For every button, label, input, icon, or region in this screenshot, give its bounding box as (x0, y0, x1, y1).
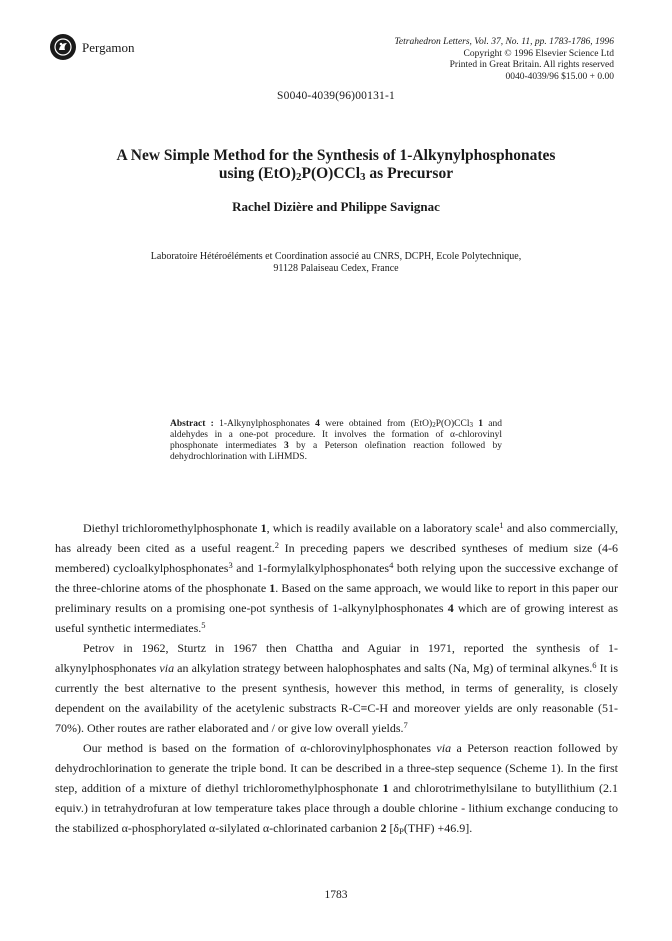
abstract-label: Abstract : (170, 419, 214, 429)
paragraph-2: Petrov in 1962, Sturtz in 1967 then Chattha and Aguiar in 1971, reported the synthesis of 1-alkynylphosphonates via an alkylation strategy between halophosphates and salts (Na, Mg) of terminal alkynes.$^6$ It is currently the best alternative to the present synthesis, however this method, in terms of generality, is closely dependent on the availability of the acetylenic substracts R-C≡C-H and moreover yields are only reasonable (51-70%). Other routes are rather elaborated and / or give low overall yields.$^7$ (55, 641, 618, 735)
issn-line: 0040-4039/96 $15.00 + 0.00 (505, 71, 614, 82)
paragraph-3: Our method is based on the formation of α-chlorovinylphosphonates via a Peterson reaction followed by dehydrochlorination to generate the triple bond. It can be described in a three-step sequence (Scheme 1). In the first step, addition of a mixture of diethyl trichloromethylphosphonate 1 and chlorotrimethylsilane to butyllithium (2.1 equiv.) in tetrahydrofuran at low temperature takes place through a double chlorine - lithium exchange conducing to the stabilized α-phosphorylated α-silylated α-chlorinated carbanion 2 $[\delta_P(THF) +46.9]$. (55, 741, 618, 836)
main-text (55, 518, 618, 838)
pergamon-logo-icon (50, 34, 76, 60)
copyright-line: Copyright © 1996 Elsevier Science Ltd (463, 48, 614, 59)
authors: Rachel Dizière and Philippe Savignac (232, 199, 440, 214)
abstract: Abstract : 1-Alkynylphosphonates 4 were obtained from $(EtO)_2P(O)CCl_3$ 1 and aldehydes in a one-pot procedure. It involves the formation of α-chlorovinyl phosphonate intermediates 3 by a Peterson olefination reaction followed by dehydrochlorination with LiHMDS. (170, 419, 503, 462)
affiliation (120, 251, 552, 275)
doi-identifier: S0040-4039(96)00131-1 (277, 90, 395, 102)
paper-title (60, 147, 612, 183)
affiliation-line-1: Laboratoire Hétéroéléments et Coordination associé au CNRS, DCPH, Ecole Polytechnique, (150, 251, 522, 262)
page-number: 1783 (324, 889, 348, 901)
title-line-2: using $(EtO)_2P(O)CCl_3$ as Precursor (218, 165, 454, 183)
publisher-name: Pergamon (82, 40, 135, 55)
printed-line: Printed in Great Britain. All rights reserved (449, 60, 614, 70)
paragraph-1: Diethyl trichloromethylphosphonate 1, which is readily available on a laboratory scale$^1$ and also commercially, has already been cited as a useful reagent.$^2$ In preceding papers we described syntheses of medium size (4-6 membered) cycloalkylphosphonates$^3$ and 1-formylalkylphosphonates$^4$ both relying upon the successive exchange of the three-chlorine atoms of the phosphonate 1. Based on the same approach, we would like to report in this paper our preliminary results on a promising one-pot synthesis of 1-alkynylphosphonates 4 which are of growing interest as useful synthetic intermediates.$^5$ (55, 520, 619, 635)
affiliation-line-2: 91128 Palaiseau Cedex, France (273, 263, 399, 274)
title-line-1: A New Simple Method for the Synthesis of 1-Alkynylphosphonates (116, 147, 556, 164)
journal-citation: Tetrahedron Letters, Vol. 37, No. 11, pp. 1783-1786, 1996 (394, 37, 614, 47)
journal-reference (395, 37, 614, 83)
